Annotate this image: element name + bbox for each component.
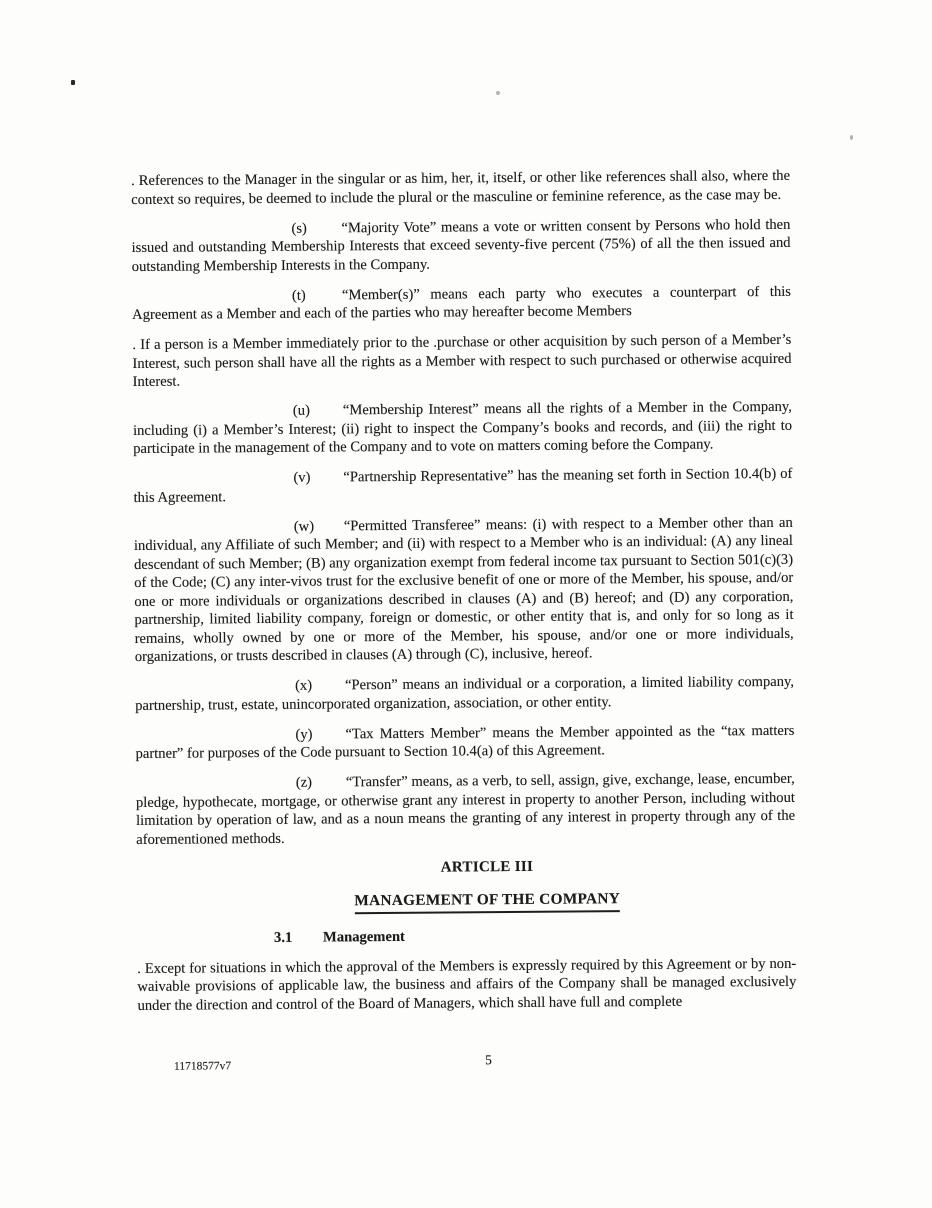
article-heading: ARTICLE III [440,858,534,876]
scan-speck [850,135,853,140]
definition-text: “Person” means an individual or a corporation, a limited liability company, partnership, trust, estate, unincorporated organization, association, or other entity. [135,673,795,714]
definition-partnership-representative [133,465,792,507]
definition-person [135,673,794,715]
definition-members [132,282,791,324]
section-number: 3.1 [273,929,293,946]
definition-tax-matters-member [135,721,794,763]
definition-transfer [136,770,796,849]
definition-membership-interest [133,398,792,459]
section-heading [137,924,796,948]
definition-label: (u) [292,402,310,419]
definition-label: (y) [295,726,313,743]
scan-speck [71,80,75,85]
definition-label: (x) [294,677,313,694]
page-number: 5 [485,1052,492,1068]
definition-text: “Permitted Transferee” means: (i) with respect to a Member other than an individual, any Affiliate of such Member; and (ii) with respect to a Member who is an individual: (A) any lineal descendant of such Member; (B) any organization exempt from federal income tax pursuant to Section 501(c)(3) of the Code; (C) any inter-vivos trust for the exclusive benefit of one or more of the Member, his spouse, and/or one or more individuals or organizations described in clauses (A) and (B) hereof; and (D) any corporation, partnership, limited liability company, foreign or domestic, or other entity that is, and only for so long as it remains, wholly owned by one or more of the Member, his spouse, and/or one or more individuals, organizations, or trusts described in clauses (A) through (C), inclusive, hereof. [133,514,794,665]
article-title [158,889,817,916]
scan-speck [496,91,500,95]
definition-permitted-transferee [134,513,794,666]
definition-label: (v) [293,469,311,486]
management-paragraph: . Except for situations in which the approval of the Members is expressly required by this Agreement or by non-waivable provisions of applicable law, the business and affairs of the Company shall be managed exclusively under the direction and control of the Board of Managers, which shall have full and complete [137,955,797,1014]
intro-paragraph: . References to the Manager in the singular or as him, her, it, itself, or other like references shall also, where the context so requires, be deemed to include the plural or the masculine or feminine reference, as the case may be. [131,167,791,208]
definition-text: “Majority Vote” means a vote or written consent by Persons who hold then issued and outstanding Membership Interests that exceed seventy-five percent (75%) of all the then issued and outstanding Membership Interests in the Company. [131,216,791,275]
article-title-text: MANAGEMENT OF THE COMPANY [354,890,620,914]
page-footer [138,1050,797,1075]
definition-text: “Member(s)” means each party who executes a counterpart of this Agreement as a Member and each of the parties who may hereafter become Members [132,283,792,323]
member-note-paragraph: . If a person is a Member immediately prior to the .purchase or other acquisition by such person of a Member’s Interest, such person shall have all the rights as a Member with respect to such purchased or otherwise acquired Interest. [132,331,792,390]
definition-label: (z) [295,774,313,791]
definition-text: “Transfer” means, as a verb, to sell, assign, give, exchange, lease, encumber, pledge, hypothecate, mortgage, or otherwise grant any interest in property to another Person, including without limitation by operation of law, and as a noun means the granting of any interest in property through any of the aforementioned methods. [135,770,796,848]
definition-label: (s) [291,220,307,237]
definition-text: “Membership Interest” means all the rights of a Member in the Company, including (i) a Member’s Interest; (ii) right to inspect the Company’s books and records, and (iii) the right to participate in the management of the Company and to vote on matters coming before the Company. [132,398,793,457]
definition-text: “Tax Matters Member” means the Member appointed as the “tax matters partner” for purposes of the Code pursuant to Section 10.4(a) of this Agreement. [135,722,795,762]
document-number: 11718577v7 [173,1060,232,1073]
definition-label: (w) [293,518,315,535]
definition-text: “Partnership Representative” has the meaning set forth in Section 10.4(b) of this Agreement. [133,465,793,506]
section-title: Management [322,928,405,946]
definition-majority-vote [131,215,790,276]
document-body [131,167,797,1075]
definition-label: (t) [291,287,306,304]
